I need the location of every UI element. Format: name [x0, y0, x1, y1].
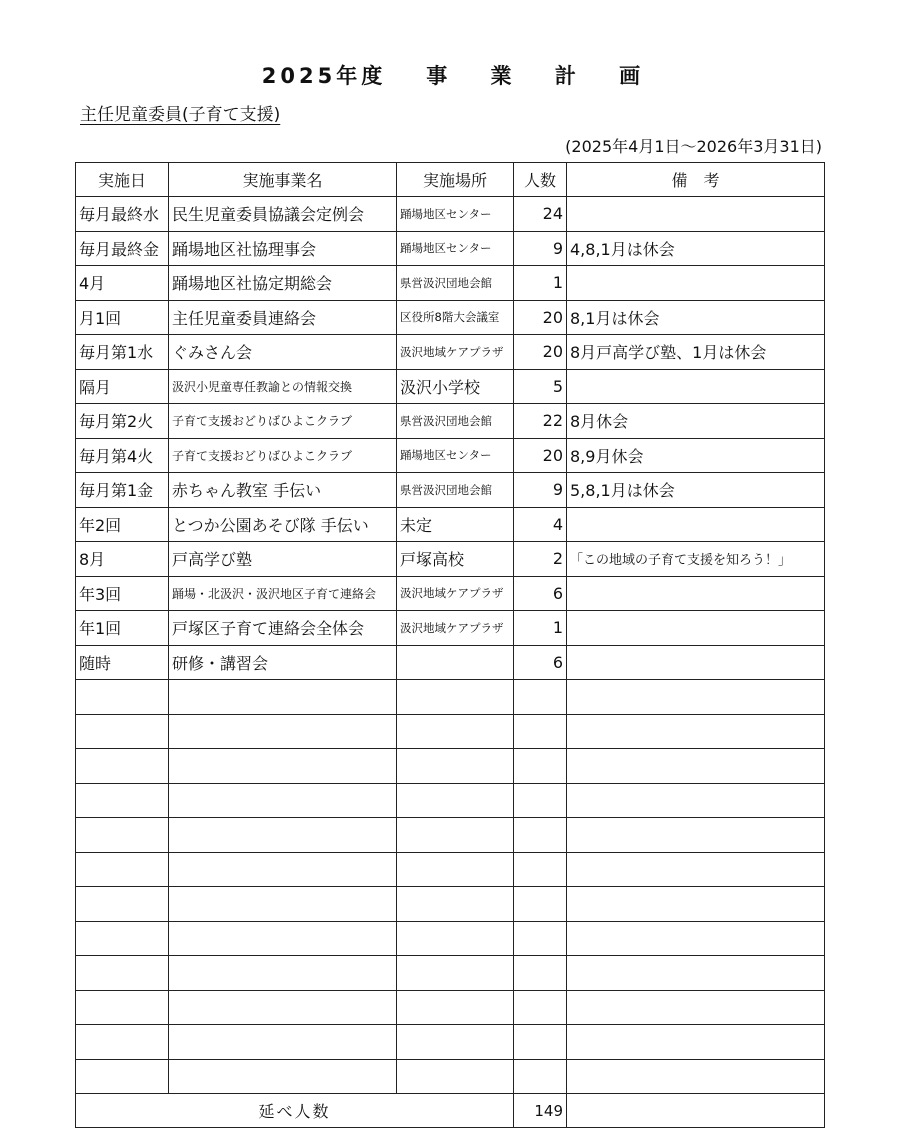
title-year: 2025年度: [261, 64, 387, 88]
cell-note: 4,8,1月は休会: [567, 231, 825, 266]
cell-people: [514, 852, 567, 887]
cell-date: [76, 749, 169, 784]
total-row: [76, 1094, 825, 1128]
cell-people: [514, 1025, 567, 1060]
cell-place: 県営汲沢団地会館: [397, 404, 514, 439]
cell-date: 年1回: [76, 611, 169, 646]
cell-note: [567, 680, 825, 715]
cell-place: [397, 852, 514, 887]
total-note-cell: [567, 1094, 825, 1128]
cell-event-name: 主任児童委員連絡会: [169, 300, 397, 335]
cell-people: 5: [514, 369, 567, 404]
total-label: 延べ人数: [76, 1094, 514, 1128]
cell-event-name: とつか公園あそび隊 手伝い: [169, 507, 397, 542]
cell-people: 6: [514, 576, 567, 611]
table-row: [76, 197, 825, 232]
cell-date: [76, 818, 169, 853]
table-row: [76, 266, 825, 301]
table-row: [76, 507, 825, 542]
cell-note: [567, 749, 825, 784]
cell-note: [567, 507, 825, 542]
cell-people: [514, 1059, 567, 1094]
table-row: [76, 611, 825, 646]
table-row: [76, 473, 825, 508]
cell-place: [397, 714, 514, 749]
cell-event-name: 研修・講習会: [169, 645, 397, 680]
cell-people: [514, 990, 567, 1025]
cell-people: 22: [514, 404, 567, 439]
cell-note: [567, 783, 825, 818]
cell-event-name: [169, 1025, 397, 1060]
table-row: [76, 542, 825, 577]
cell-event-name: [169, 749, 397, 784]
cell-date: 8月: [76, 542, 169, 577]
cell-people: [514, 921, 567, 956]
cell-people: 20: [514, 335, 567, 370]
cell-place: [397, 1059, 514, 1094]
table-row: [76, 645, 825, 680]
cell-date: [76, 887, 169, 922]
cell-date: [76, 921, 169, 956]
column-header-event-name: 実施事業名: [169, 163, 397, 197]
cell-place: [397, 956, 514, 991]
cell-place: 汲沢地域ケアプラザ: [397, 335, 514, 370]
cell-people: 2: [514, 542, 567, 577]
cell-date: 4月: [76, 266, 169, 301]
plan-table: [75, 162, 825, 1128]
cell-place: 県営汲沢団地会館: [397, 266, 514, 301]
empty-table-row: [76, 818, 825, 853]
cell-date: 随時: [76, 645, 169, 680]
cell-note: 8,9月休会: [567, 438, 825, 473]
cell-people: 24: [514, 197, 567, 232]
cell-event-name: 子育て支援おどりばひよこクラブ: [169, 438, 397, 473]
cell-event-name: [169, 887, 397, 922]
empty-table-row: [76, 852, 825, 887]
cell-event-name: 赤ちゃん教室 手伝い: [169, 473, 397, 508]
cell-note: [567, 714, 825, 749]
empty-table-row: [76, 956, 825, 991]
cell-place: 汲沢小学校: [397, 369, 514, 404]
table-row: [76, 231, 825, 266]
cell-date: 毎月第1水: [76, 335, 169, 370]
cell-people: [514, 749, 567, 784]
cell-note: [567, 818, 825, 853]
cell-note: [567, 921, 825, 956]
cell-date: [76, 852, 169, 887]
cell-event-name: [169, 680, 397, 715]
cell-event-name: [169, 852, 397, 887]
empty-table-row: [76, 990, 825, 1025]
empty-table-row: [76, 714, 825, 749]
table-row: [76, 438, 825, 473]
cell-note: [567, 266, 825, 301]
cell-place: 県営汲沢団地会館: [397, 473, 514, 508]
cell-place: 踊場地区センター: [397, 231, 514, 266]
cell-date: [76, 680, 169, 715]
period-range: (2025年4月1日～2026年3月31日): [565, 137, 822, 156]
column-header-people: 人数: [514, 163, 567, 197]
cell-place: 汲沢地域ケアプラザ: [397, 576, 514, 611]
cell-note: [567, 576, 825, 611]
cell-event-name: [169, 921, 397, 956]
table-row: [76, 369, 825, 404]
cell-note: [567, 645, 825, 680]
cell-people: [514, 783, 567, 818]
cell-note: [567, 369, 825, 404]
cell-note: [567, 197, 825, 232]
empty-table-row: [76, 921, 825, 956]
cell-note: 8,1月は休会: [567, 300, 825, 335]
cell-note: [567, 852, 825, 887]
cell-event-name: 戸高学び塾: [169, 542, 397, 577]
total-value: 149: [514, 1094, 567, 1128]
table-row: [76, 335, 825, 370]
cell-event-name: ぐみさん会: [169, 335, 397, 370]
cell-place: 踊場地区センター: [397, 438, 514, 473]
cell-people: [514, 956, 567, 991]
column-header-place: 実施場所: [397, 163, 514, 197]
cell-event-name: 子育て支援おどりばひよこクラブ: [169, 404, 397, 439]
cell-note: 「この地域の子育て支援を知ろう！」: [567, 542, 825, 577]
cell-place: [397, 1025, 514, 1060]
cell-people: 1: [514, 611, 567, 646]
cell-event-name: [169, 1059, 397, 1094]
cell-event-name: 民生児童委員協議会定例会: [169, 197, 397, 232]
cell-people: [514, 714, 567, 749]
cell-note: [567, 611, 825, 646]
cell-date: [76, 956, 169, 991]
empty-table-row: [76, 1059, 825, 1094]
cell-event-name: [169, 714, 397, 749]
cell-date: [76, 1025, 169, 1060]
cell-event-name: 汲沢小児童専任教諭との情報交換: [169, 369, 397, 404]
cell-people: 9: [514, 473, 567, 508]
table-row: [76, 404, 825, 439]
cell-people: 20: [514, 300, 567, 335]
empty-table-row: [76, 783, 825, 818]
cell-event-name: [169, 783, 397, 818]
cell-note: [567, 1059, 825, 1094]
cell-date: [76, 990, 169, 1025]
cell-place: 汲沢地域ケアプラザ: [397, 611, 514, 646]
cell-event-name: 踊場地区社協定期総会: [169, 266, 397, 301]
cell-event-name: 踊場・北汲沢・汲沢地区子育て連絡会: [169, 576, 397, 611]
cell-place: [397, 783, 514, 818]
cell-place: [397, 887, 514, 922]
cell-people: 6: [514, 645, 567, 680]
cell-event-name: 戸塚区子育て連絡会全体会: [169, 611, 397, 646]
cell-people: [514, 818, 567, 853]
table-row: [76, 300, 825, 335]
cell-place: [397, 645, 514, 680]
cell-people: 1: [514, 266, 567, 301]
cell-place: 戸塚高校: [397, 542, 514, 577]
cell-date: 隔月: [76, 369, 169, 404]
cell-place: [397, 818, 514, 853]
cell-place: [397, 749, 514, 784]
cell-note: 5,8,1月は休会: [567, 473, 825, 508]
cell-note: [567, 887, 825, 922]
cell-note: 8月休会: [567, 404, 825, 439]
cell-people: 9: [514, 231, 567, 266]
cell-place: [397, 680, 514, 715]
cell-date: 年3回: [76, 576, 169, 611]
cell-people: [514, 680, 567, 715]
cell-date: 毎月最終金: [76, 231, 169, 266]
column-header-notes: 備 考: [567, 163, 825, 197]
cell-place: 区役所8階大会議室: [397, 300, 514, 335]
cell-date: 毎月第4火: [76, 438, 169, 473]
empty-table-row: [76, 887, 825, 922]
cell-date: 毎月第1金: [76, 473, 169, 508]
cell-note: 8月戸高学び塾、1月は休会: [567, 335, 825, 370]
cell-place: 踊場地区センター: [397, 197, 514, 232]
cell-note: [567, 990, 825, 1025]
document-title: [0, 60, 920, 90]
cell-event-name: [169, 818, 397, 853]
cell-date: [76, 1059, 169, 1094]
cell-date: 年2回: [76, 507, 169, 542]
cell-place: 未定: [397, 507, 514, 542]
cell-date: 月1回: [76, 300, 169, 335]
cell-people: [514, 887, 567, 922]
column-header-date: 実施日: [76, 163, 169, 197]
cell-date: [76, 783, 169, 818]
table-header-row: [76, 163, 825, 197]
cell-event-name: 踊場地区社協理事会: [169, 231, 397, 266]
cell-event-name: [169, 956, 397, 991]
empty-table-row: [76, 749, 825, 784]
empty-table-row: [76, 1025, 825, 1060]
table-row: [76, 576, 825, 611]
title-main: 事 業 計 画: [426, 64, 659, 88]
cell-date: 毎月第2火: [76, 404, 169, 439]
cell-place: [397, 990, 514, 1025]
cell-people: 4: [514, 507, 567, 542]
cell-note: [567, 1025, 825, 1060]
cell-date: 毎月最終水: [76, 197, 169, 232]
document-subtitle: 主任児童委員(子育て支援): [80, 105, 281, 125]
cell-place: [397, 921, 514, 956]
empty-table-row: [76, 680, 825, 715]
cell-note: [567, 956, 825, 991]
cell-event-name: [169, 990, 397, 1025]
cell-date: [76, 714, 169, 749]
cell-people: 20: [514, 438, 567, 473]
